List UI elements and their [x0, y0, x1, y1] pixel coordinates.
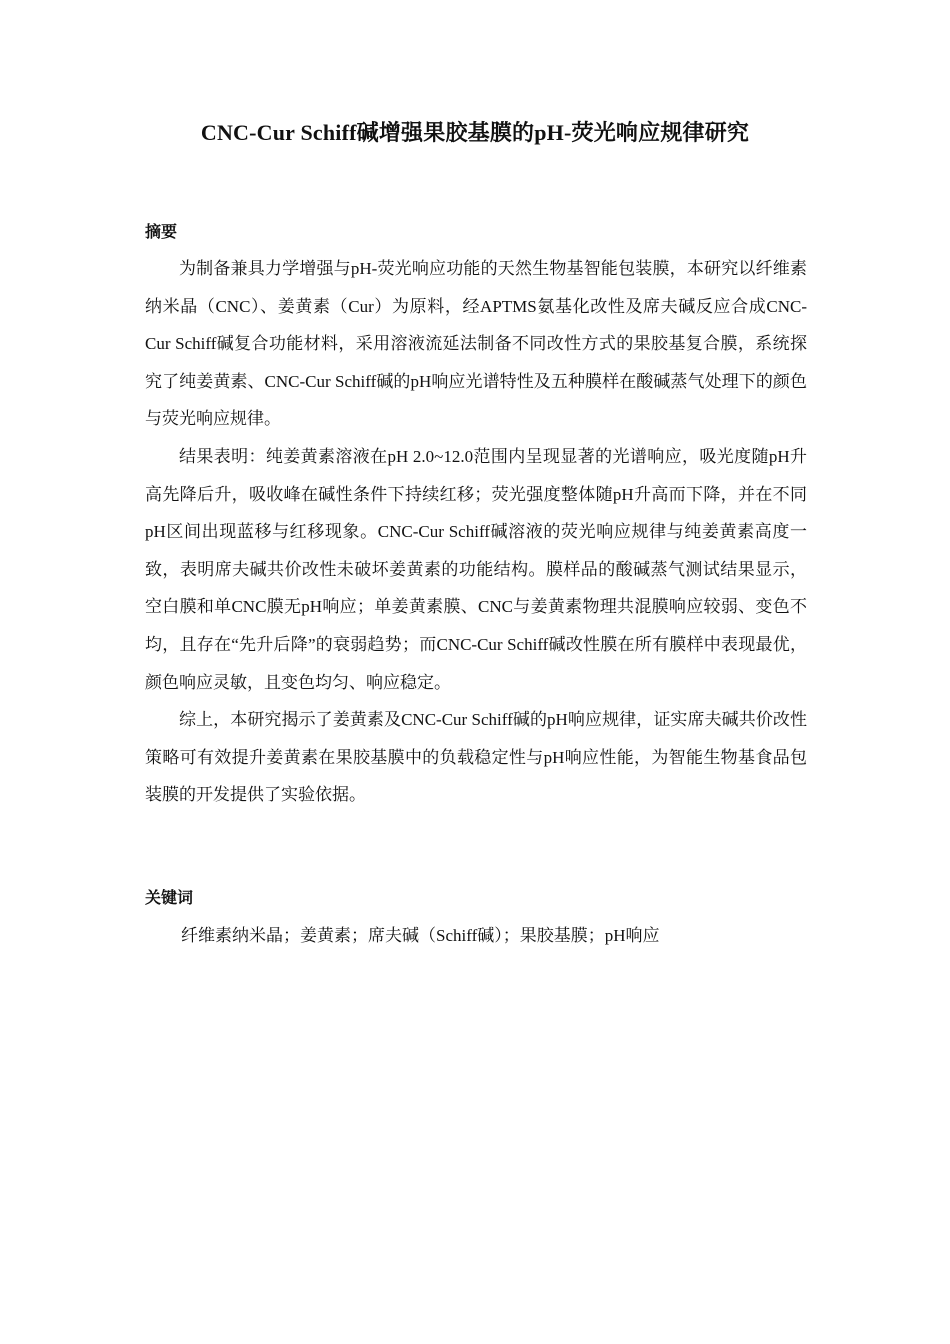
abstract-heading: 摘要 [145, 222, 178, 241]
keywords-heading: 关键词 [145, 888, 194, 907]
keywords-text: 纤维素纳米晶；姜黄素；席夫碱（Schiff碱）；果胶基膜；pH响应 [181, 926, 660, 945]
abstract-body [145, 250, 807, 814]
paper-title: CNC-Cur Schiff碱增强果胶基膜的pH-荧光响应规律研究 [200, 120, 750, 145]
abstract-paragraph-3: 综上，本研究揭示了姜黄素及CNC-Cur Schiff碱的pH响应规律，证实席夫碱共价改性策略可有效提升姜黄素在果胶基膜中的负载稳定性与pH响应性能，为智能生物基食品包装膜的开发提供了实验依据。 [145, 710, 807, 805]
abstract-paragraph-1: 为制备兼具力学增强与pH-荧光响应功能的天然生物基智能包装膜，本研究以纤维素纳米晶（CNC）、姜黄素（Cur）为原料，经APTMS氨基化改性及席夫碱反应合成CNC-Cur Schiff碱复合功能材料，采用溶液流延法制备不同改性方式的果胶基复合膜，系统探究了纯姜黄素、CNC-Cur Schiff碱的pH响应光谱特性及五种膜样在酸碱蒸气处理下的颜色与荧光响应规律。 [145, 259, 807, 429]
abstract-paragraph-2: 结果表明：纯姜黄素溶液在pH 2.0~12.0范围内呈现显著的光谱响应，吸光度随pH升高先降后升，吸收峰在碱性条件下持续红移；荧光强度整体随pH升高而下降，并在不同pH区间出现蓝移与红移现象。CNC-Cur Schiff碱溶液的荧光响应规律与纯姜黄素高度一致，表明席夫碱共价改性未破坏姜黄素的功能结构。膜样品的酸碱蒸气测试结果显示，空白膜和单CNC膜无pH响应；单姜黄素膜、CNC与姜黄素物理共混膜响应较弱、变色不均，且存在“先升后降”的衰弱趋势；而CNC-Cur Schiff碱改性膜在所有膜样中表现最优，颜色响应灵敏，且变色均匀、响应稳定。 [145, 446, 807, 692]
